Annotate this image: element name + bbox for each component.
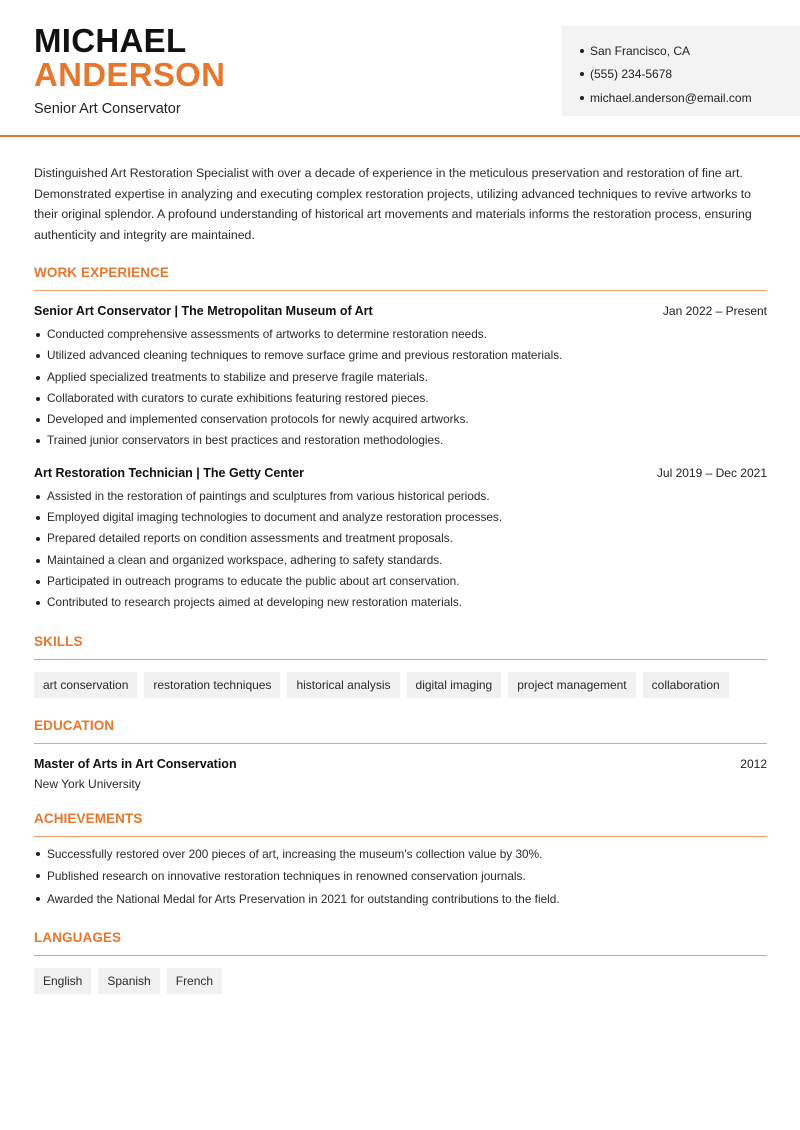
list-item: Participated in outreach programs to educate the public about art conservation. xyxy=(34,571,767,592)
education-section xyxy=(34,718,767,791)
section-title: WORK EXPERIENCE xyxy=(34,265,767,291)
language-tag: Spanish xyxy=(98,968,159,994)
languages-section xyxy=(34,930,767,994)
skill-tag: art conservation xyxy=(34,672,137,698)
resume-body xyxy=(34,163,767,994)
name-block xyxy=(34,24,225,117)
job-title: Senior Art Conservator xyxy=(34,101,181,117)
skills-tags xyxy=(34,672,767,698)
list-item: Assisted in the restoration of paintings and sculptures from various historical periods. xyxy=(34,486,767,507)
job-bullets xyxy=(34,486,767,614)
list-item: Collaborated with curators to curate exhibitions featuring restored pieces. xyxy=(34,388,767,409)
skill-tag: restoration techniques xyxy=(144,672,280,698)
degree: Master of Arts in Art Conservation xyxy=(34,756,237,771)
location-text: San Francisco, CA xyxy=(590,43,691,58)
list-item: Contributed to research projects aimed at developing new restoration materials. xyxy=(34,592,767,613)
phone-text: (555) 234-5678 xyxy=(590,67,673,82)
section-title: LANGUAGES xyxy=(34,930,767,956)
list-item: Awarded the National Medal for Arts Preservation in 2021 for outstanding contributions to the field. xyxy=(34,888,767,911)
first-name: MICHAEL xyxy=(34,22,187,59)
section-title: SKILLS xyxy=(34,634,767,660)
skill-tag: digital imaging xyxy=(407,672,502,698)
school-name: New York University xyxy=(34,776,141,791)
bullet-icon xyxy=(580,49,584,53)
contact-email xyxy=(580,86,800,110)
language-tag: English xyxy=(34,968,91,994)
list-item: Developed and implemented conservation protocols for newly acquired artworks. xyxy=(34,409,767,430)
resume-header xyxy=(0,0,800,137)
bullet-icon xyxy=(580,72,584,76)
education-header xyxy=(34,757,767,771)
list-item: Conducted comprehensive assessments of artworks to determine restoration needs. xyxy=(34,324,767,345)
list-item: Applied specialized treatments to stabilize and preserve fragile materials. xyxy=(34,367,767,388)
skill-tag: historical analysis xyxy=(287,672,399,698)
list-item: Successfully restored over 200 pieces of art, increasing the museum's collection value by 30%. xyxy=(34,843,767,866)
job-entry xyxy=(34,304,767,452)
language-tag: French xyxy=(167,968,222,994)
list-item: Prepared detailed reports on condition assessments and treatment proposals. xyxy=(34,528,767,549)
job-role: Art Restoration Technician | The Getty Center xyxy=(34,465,304,480)
job-bullets xyxy=(34,324,767,452)
skills-section xyxy=(34,634,767,698)
contact-location xyxy=(580,39,800,63)
email-text: michael.anderson@email.com xyxy=(590,90,752,105)
list-item: Published research on innovative restoration techniques in renowned conservation journals. xyxy=(34,865,767,888)
list-item: Employed digital imaging technologies to document and analyze restoration processes. xyxy=(34,507,767,528)
job-header xyxy=(34,304,767,318)
bullet-icon xyxy=(580,96,584,100)
section-title: EDUCATION xyxy=(34,718,767,744)
job-entry xyxy=(34,466,767,614)
list-item: Maintained a clean and organized workspace, adhering to safety standards. xyxy=(34,550,767,571)
summary-paragraph: Distinguished Art Restoration Specialist with over a decade of experience in the meticulous preservation and restoration of fine art. Demonstrated expertise in analyzing and executing complex restoration projects, utilizing advanced techniques to revive artworks to their original splendor. A profound understanding of historical art movements and materials informs the restoration process, ensuring authenticity and integrity are maintained. xyxy=(34,166,752,242)
skill-tag: project management xyxy=(508,672,635,698)
language-tags xyxy=(34,968,767,994)
contact-box xyxy=(562,26,800,116)
section-title: ACHIEVEMENTS xyxy=(34,811,767,837)
job-header xyxy=(34,466,767,480)
work-experience-section xyxy=(34,265,767,614)
achievements-list xyxy=(34,843,767,911)
skill-tag: collaboration xyxy=(643,672,729,698)
last-name: ANDERSON xyxy=(34,56,226,93)
job-dates: Jul 2019 – Dec 2021 xyxy=(656,465,767,480)
job-dates: Jan 2022 – Present xyxy=(662,304,767,318)
list-item: Trained junior conservators in best practices and restoration methodologies. xyxy=(34,430,767,451)
graduation-year: 2012 xyxy=(740,756,767,771)
list-item: Utilized advanced cleaning techniques to remove surface grime and previous restoration materials. xyxy=(34,345,767,366)
contact-phone xyxy=(580,63,800,87)
achievements-section xyxy=(34,811,767,911)
education-entry xyxy=(34,757,767,791)
job-role: Senior Art Conservator | The Metropolitan Museum of Art xyxy=(34,304,373,318)
